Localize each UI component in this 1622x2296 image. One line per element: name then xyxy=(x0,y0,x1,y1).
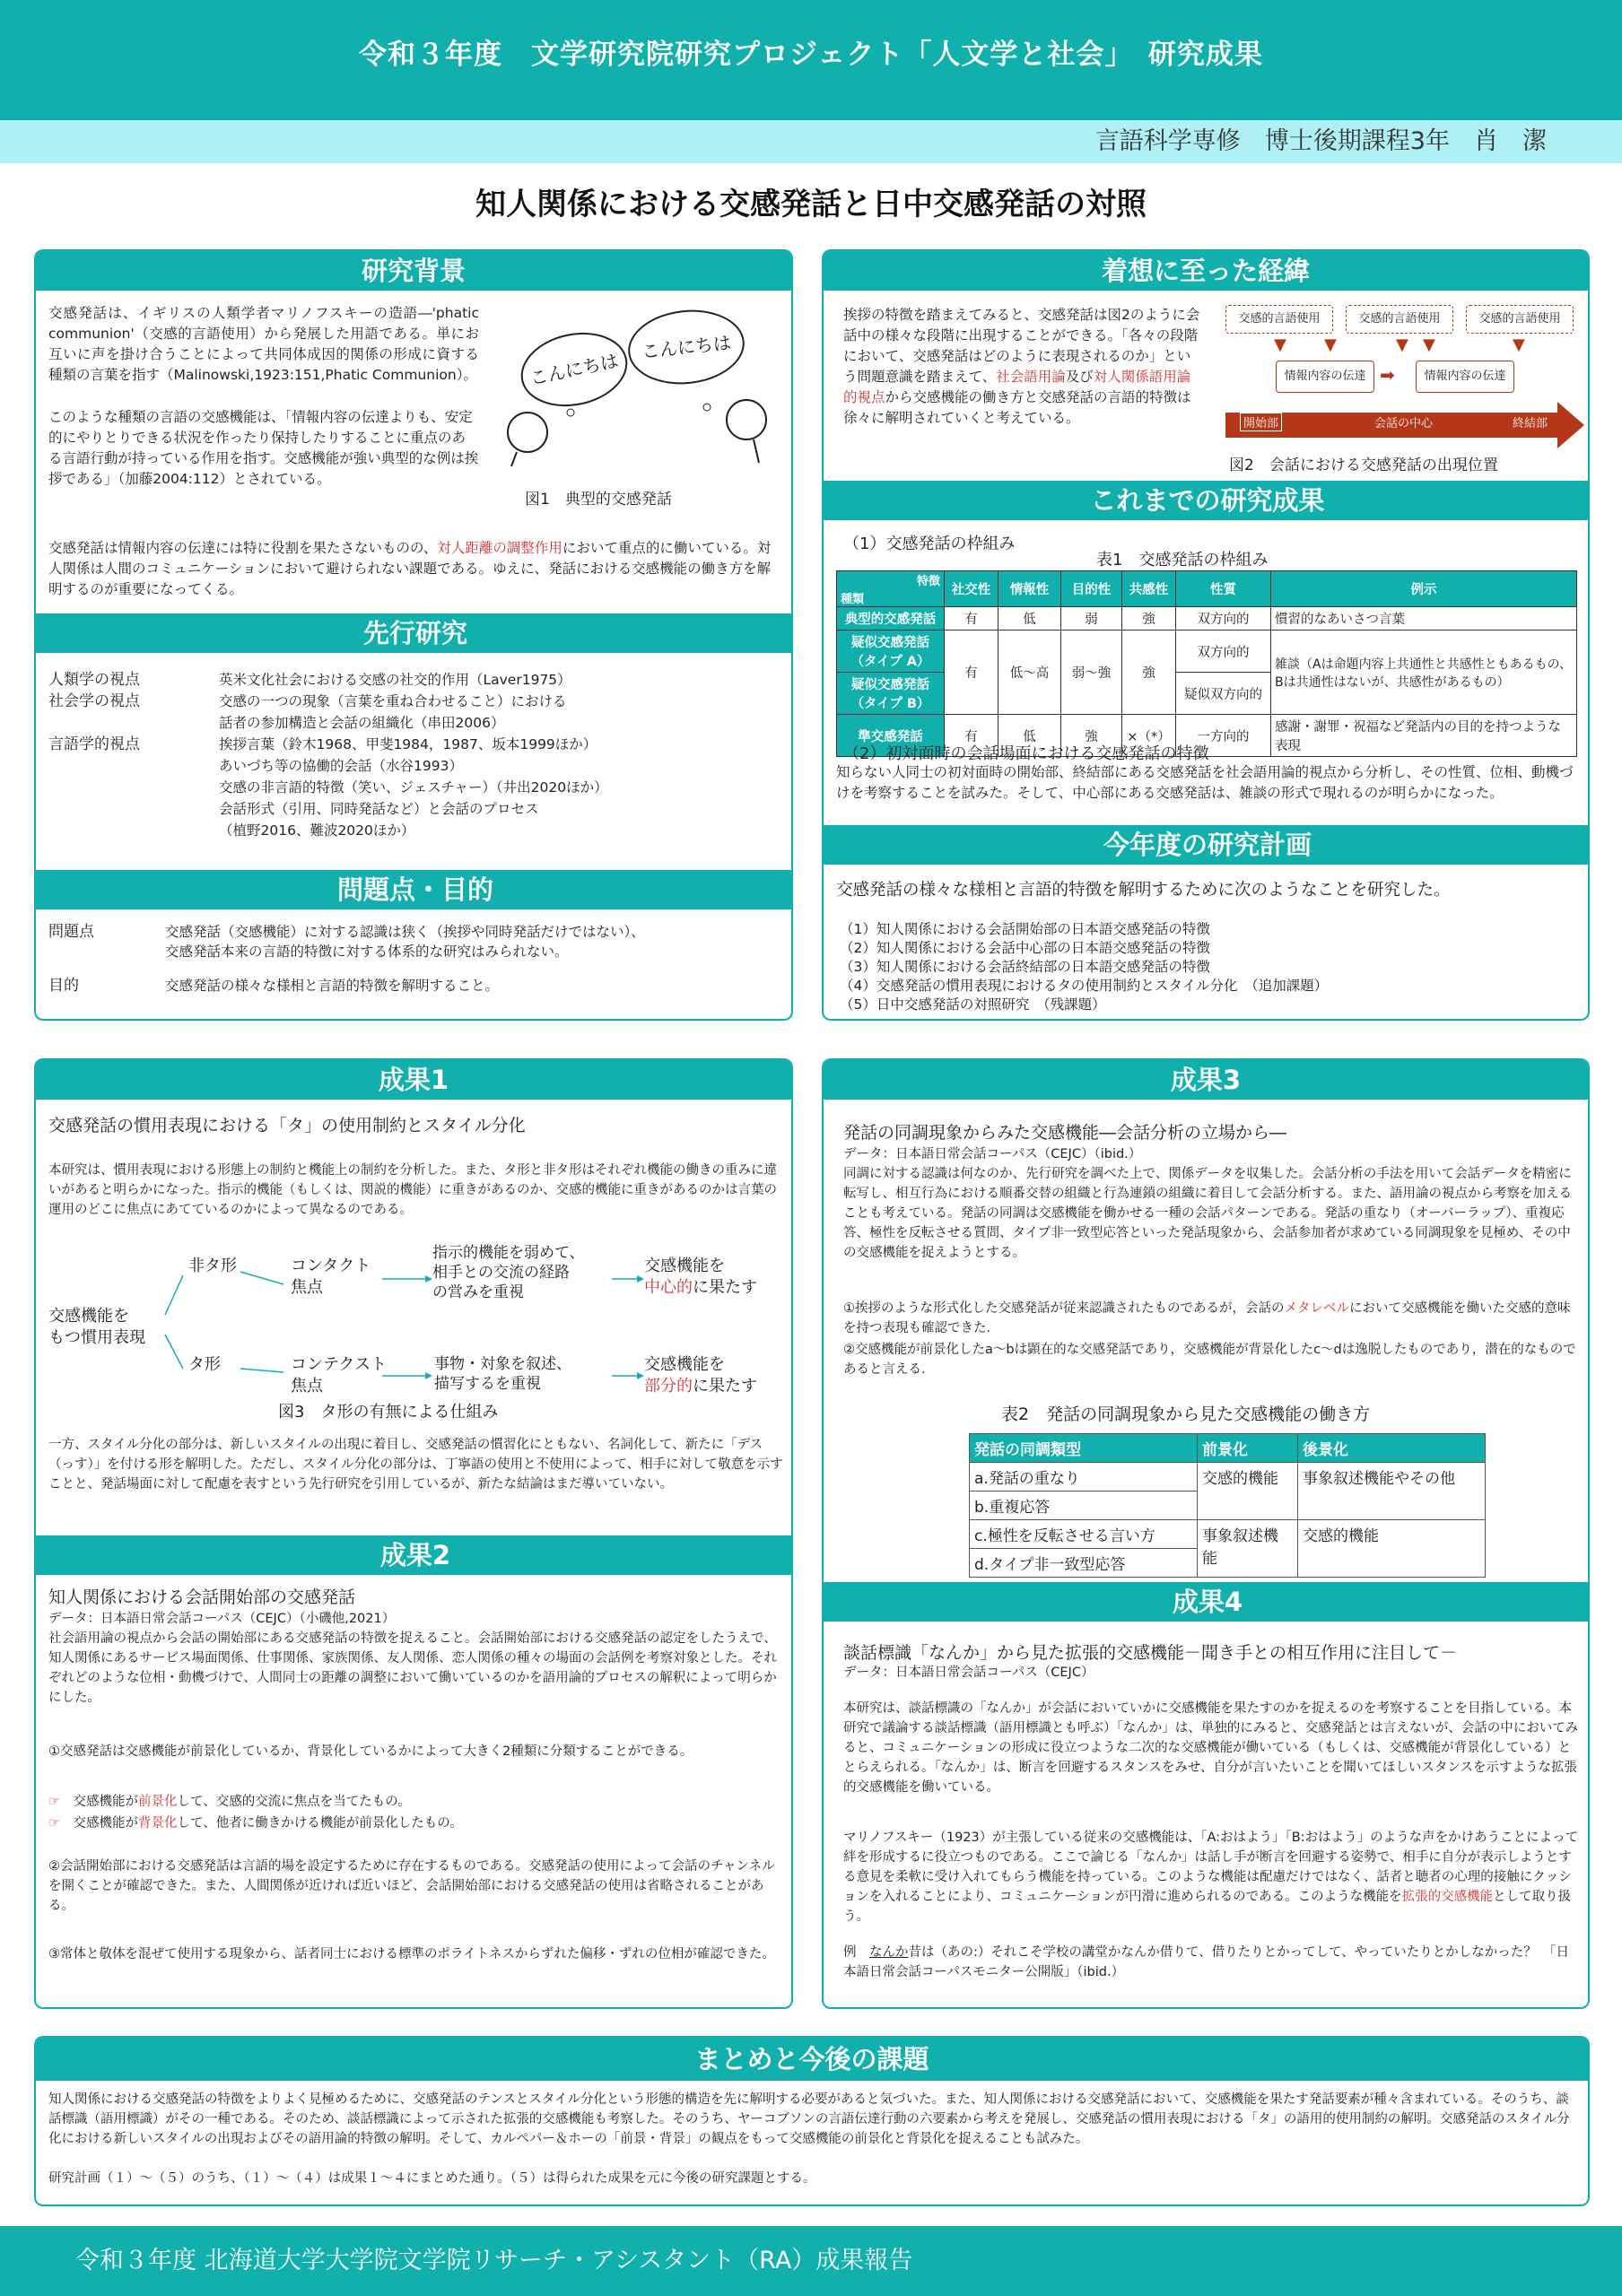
table-1-title: 表1 交感発話の枠組み xyxy=(1096,551,1269,570)
figure-2-caption: 図2 会話における交感発話の出現位置 xyxy=(1229,457,1498,474)
flow-non-ta: 非タ形 xyxy=(188,1257,237,1275)
summary-paragraph-1: 知人関係における交感発話の特徴をよりよく見極めるために、交感発話のテンスとスタイル分化という形態的構造を先に解明する必要があると気づいた。また、知人関係における交感発話において、交感機能を果たす発話要素が種々含まれている。そのうち、談話標識（語用標識）がその一種である。そのため、談話標識によって示された拡張的交感機能も考察した。そのうち、ヤーコブソンの言語伝達行動の六要素から考えを発展し、交感発話の慣用表現における「タ」の語用的使用制約の解明。交感発話のスタイル分化における新しいスタイルの出現およびその語用論的特徴の解明。そして、カルペパー＆ホーの「前景・背景」の観点をもって交感機能の前景化と背景化を捉えることも試みた。 xyxy=(48,2092,1570,2146)
result-2-paragraph-1: 社会語用論の視点から会話の開始部にある交感発話の特徴を捉えること。会話開始部における交感発話の認定をしたうえで、知人関係にあるサービス場面関係、仕事関係、家族関係、友人関係、恋人関係の種々の場面の会話例を考察対象とした。それぞれどのような位相・動機づけで、人間同士の距離の調整において働いているのかを語用論的プロセスの解釈によって明らかにした。 xyxy=(48,1631,777,1705)
result-1-paragraph-1: 本研究は、慣用表現における形態上の制約と機能上の制約を分析した。また、タ形と非タ形はそれぞれ機能の働きの重みに違いがあると明らかになった。指示的機能（もしくは、関説的機能）に重きがあるのか、交感的機能に重きがあるのかは言葉の運用のどこに焦点にあてているのかによって異なるのである。 xyxy=(48,1163,777,1217)
section-title-result-1: 成果1 xyxy=(36,1060,791,1100)
down-arrow-icon: ▼ xyxy=(1513,335,1525,354)
result-2-point-2: ☞ 交感機能が背景化して、他者に働きかける機能が前景化したもの。 xyxy=(48,1816,463,1831)
section-title-result-2: 成果2 xyxy=(36,1535,793,1575)
table-row: 疑似交感発話（タイプ B） 疑似双方向的 xyxy=(837,673,1577,715)
panel-summary xyxy=(34,2036,1590,2206)
prior-row: （植野2016、難波2020ほか） xyxy=(219,822,415,839)
flow-detail-2: 事物・対象を叙述、 描写するを重視 xyxy=(434,1355,571,1393)
author-line: 言語科学専修 博士後期課程3年 肖 潔 xyxy=(0,120,1622,163)
flow-outcome-2: 交感機能を 部分的に果たす xyxy=(644,1355,757,1396)
result-4-paragraph-2: マリノフスキー（1923）が主張している従来の交感機能は、「A:おはよう」「B:おはよう」のような声をかけあうことによって絆を形成するに役立つものである。ここで論じる「なんか」は話し手が断言を回避する姿勢で、相手に自分が表示しようとする意見を柔軟に受け入れてもらう機能を持っている。このような機能は配慮だけではなく、話者と聴者の心理的接触にクッションを入れることにより、コミュニケーションが円滑に進められるのである。このような機能を拡張的交感機能として取り扱う。 xyxy=(843,1831,1579,1924)
result-4-example: 例 なんか昔は（あの:）それこそ学校の講堂かなんか借りて、借りたりとかってして、やっていたりとかしなかった？ 「日本語日常会話コーパスモニター公開版」（ibid.） xyxy=(843,1945,1570,1979)
purpose-row: 目的 交感発話の様々な様相と言語的特徴を解明すること。 xyxy=(48,977,500,995)
section-title-background: 研究背景 xyxy=(36,251,791,291)
flow-arrows xyxy=(48,1239,784,1419)
flow-outcome-1: 交感機能を 中心的に果たす xyxy=(644,1257,757,1297)
first-meeting-paragraph: 知らない人同士の初対面時の開始部、終結部にある交感発話を社会語用論的視点から分析し、その性質、位相、動機づけを考察することを試みた。そして、中心部にある交感発話は、雑談の形式で現れるのが明らかになった。 xyxy=(836,764,1574,801)
result-1-paragraph-2: 一方、スタイル分化の部分は、新しいスタイルの出現に着目し、交感発話の慣習化にともない、名詞化して、新たに「デス（っす）」を付ける形を解明した。ただし、スタイル分化の部分は、丁寧語の使用と不使用によって、相手に対して敬意を示すことと、発話場面に対して配慮を表すという先行研究を引用しているが、新たな結論はまだ導いていない。 xyxy=(48,1438,783,1492)
summary-paragraph-2: 研究計画（１）〜（５）のうち、（１）〜（４）は成果１〜４にまとめた通り。（５）は得られた成果を元に今後の研究課題とする。 xyxy=(48,2171,816,2186)
bg-p3-highlight: 対人距離の調整作用 xyxy=(437,540,562,556)
prior-row: 社会学の視点 交感の一つの現象（言葉を重ね合わせること）における xyxy=(48,692,567,710)
result-2-subtitle: 知人関係における会話開始部の交感発話 xyxy=(48,1587,356,1607)
section-title-result-3: 成果3 xyxy=(824,1060,1588,1100)
framework-table xyxy=(836,570,1577,757)
table-header-row: 特徴 種類 社交性 情報性 目的性 共感性 性質 例示 xyxy=(837,571,1577,607)
phatic-box-1: 交感的言語使用 xyxy=(1225,305,1333,334)
panel-background xyxy=(34,249,793,1021)
first-meeting-subtitle: （2）初対面時の会話場面における交感発話の特徴 xyxy=(843,744,1209,763)
table-header-row: 発話の同調類型 前景化 後景化 xyxy=(970,1434,1486,1463)
prior-row: あいづち等の協働的会話（水谷1993） xyxy=(219,758,463,774)
prior-row: 会話形式（引用、同時発話など）と会話のプロセス xyxy=(219,801,539,817)
down-arrow-icon: ▼ xyxy=(1274,335,1286,354)
table-row: 疑似交感発話（タイプ A） 有 低〜高 弱〜強 強 双方向的 雑談（Aは命題内容上共通性と共感性ともあるもの、Bは共通性はないが、共感性があるもの） xyxy=(837,631,1577,673)
flow-contact-focus: コンタクト 焦点 xyxy=(291,1257,371,1297)
result-2-paragraph-2: ①交感発話は交感機能が前景化しているか、背景化しているかによって大きく2種類に分類することができる。 xyxy=(48,1744,693,1759)
plan-item: （4）交感発話の慣用表現におけるタの使用制約とスタイル分化 （追加課題） xyxy=(840,978,1329,994)
plan-list xyxy=(840,920,1328,1014)
main-title: 知人関係における交感発話と日中交感発話の対照 xyxy=(475,187,1147,222)
result-2-point-1: ☞ 交感機能が前景化して、交感的交流に焦点を当てたもの。 xyxy=(48,1795,411,1809)
result-3-paragraph-1: 同調に対する認識は何なのか、先行研究を調べた上で、関係データを収集した。会話分析の手法を用いて会話データを精密に転写し、相互行為における順番交替の組織と行為連鎖の組織に着目して会話分析する。また、語用論の視点から考察を加えることも考えている。発話の同調は交感機能を働かせる一種の会話パターンである。発話の重なり（オーバーラップ）、重複応答、極性を反転させる質問、タイプ非一致型応答といった発話現象から、会話参加者が求めている同調現象を見極め、その中の交感機能を捉えようとする。 xyxy=(843,1167,1572,1260)
bg-paragraph-1: 交感発話は、イギリスの人類学者マリノフスキーの造語―'phatic communion'（交感的言語使用）から発展した用語である。単にお互いに声を掛け合うことによって共同体成因的関係の形成に資する種類の言葉を指す（Malinowski,1923:151,Phatic Communion）。 xyxy=(48,305,479,383)
figure-2 xyxy=(1225,305,1584,466)
prior-row: 交感の非言語的特徴（笑い、ジェスチャー）（井出2020ほか） xyxy=(219,779,608,796)
timeline-start: 開始部 xyxy=(1240,413,1282,431)
table-row: a.発話の重なり 交感的機能 事象叙述機能やその他 xyxy=(970,1463,1486,1492)
down-arrow-icon: ▼ xyxy=(1396,335,1408,354)
info-box-1: 情報内容の伝達 xyxy=(1276,361,1374,393)
down-arrow-icon: ▼ xyxy=(1324,335,1337,354)
table-corner: 特徴 種類 xyxy=(837,571,945,607)
timeline-end: 終結部 xyxy=(1513,417,1548,430)
result-3-subtitle: 発話の同調現象からみた交感機能―会話分析の立場から― xyxy=(843,1123,1287,1143)
plan-item: （1）知人関係における会話開始部の日本語交感発話の特徴 xyxy=(840,921,1210,937)
panel-result-1 xyxy=(34,1058,793,2009)
bg-p3-b: において重点的に働いている。対人関係は人間のコミュニケーションにおいて避けられない課題である。ゆえに、発話における交感機能の働き方を解明するのが重要になってくる。 xyxy=(48,540,772,597)
plan-item: （2）知人関係における会話中心部の日本語交感発話の特徴 xyxy=(840,940,1210,956)
speech-bubble-1: こんにちは xyxy=(514,323,634,415)
section-title-prior-research: 先行研究 xyxy=(36,613,793,653)
flow-root: 交感機能を もつ慣用表現 xyxy=(48,1307,145,1347)
prior-row: 話者の参加構造と会話の組織化（串田2006） xyxy=(219,715,505,731)
panel-idea xyxy=(822,249,1590,1021)
result-3-paragraph-2: ①挨拶のような形式化した交感発話が従来認識されたものであるが，会話のメタレベルにおいて交感機能を働いた交感的意味を持つ表現も確認できた． xyxy=(843,1301,1571,1335)
framework-subtitle: （1）交感発話の枠組み xyxy=(843,535,1016,553)
section-title-idea: 着想に至った経緯 xyxy=(824,251,1588,291)
flow-context-focus: コンテクスト 焦点 xyxy=(291,1355,388,1396)
header-title: 令和３年度 文学研究院研究プロジェクト「人文学と社会」 研究成果 xyxy=(0,0,1622,120)
bg-paragraph-3 xyxy=(48,538,780,600)
pointing-hand-icon: ☞ xyxy=(48,1816,60,1831)
section-title-summary: まとめと今後の課題 xyxy=(36,2038,1588,2081)
flow-ta: タ形 xyxy=(188,1355,221,1374)
plan-item: （3）知人関係における会話終結部の日本語交感発話の特徴 xyxy=(840,959,1210,975)
flow-detail-1: 指示的機能を弱めて、 相手との交流の経路 の営みを重視 xyxy=(432,1244,585,1301)
result-4-paragraph-1: 本研究は、談話標識の「なんか」が会話においていかに交感機能を果たすのかを捉えるのを考察することを目指している。本研究で議論する談話標識（語用標識とも呼ぶ）「なんか」は、単独的にみると、交感発話とは言えないが、会話の中においてみると、コミュニケーションの形成に役立つような二次的な交感機能が働いている（もしくは、交感機能が背景化している）ととらえられる。「なんか」は、断言を回避するスタンスをみせ、自分が言いたいことを聞いてほしいスタンスを示すような拡張的交感機能を働いている。 xyxy=(843,1701,1579,1795)
result-1-subtitle: 交感発話の慣用表現における「タ」の使用制約とスタイル分化 xyxy=(48,1116,526,1135)
result-4-subtitle: 談話標識「なんか」から見た拡張的交感機能－聞き手との相互作用に注目して－ xyxy=(843,1643,1458,1663)
result-2-paragraph-4: ③常体と敬体を混ぜて使用する現象から、話者同士における標準のポライトネスからずれた偏移・ずれの位相が確認できた。 xyxy=(48,1947,775,1961)
prior-research-list xyxy=(48,669,784,841)
down-arrow-icon: ▼ xyxy=(1423,335,1435,354)
result-2-paragraph-3: ②会話開始部における交感発話は言語的場を設定するために存在するものである。交感発話の使用によって会話のチャンネルを開くことが確認できた。また、人間関係が近ければ近いほど、会話開始部における交感発話の使用は省略されることがある。 xyxy=(48,1859,775,1913)
problem-row-cont: 交感発話本来の言語的特徴に対する体系的な研究はみられない。 xyxy=(165,944,569,960)
sync-table xyxy=(969,1433,1486,1578)
timeline-center: 会話の中心 xyxy=(1374,417,1434,430)
table-2-title: 表2 発話の同調現象から見た交感機能の働き方 xyxy=(1001,1405,1371,1424)
plan-intro: 交感発話の様々な様相と言語的特徴を解明するために次のようなことを研究した。 xyxy=(836,881,1451,900)
figure-3-caption: 図3 タ形の有無による仕組み xyxy=(278,1403,499,1422)
bg-paragraph-2: このような種類の言語の交感機能は、「情報内容の伝達よりも、安定的にやりとりできる状況を作ったり保持したりすることに重点のある言語行動が持っている作用を指す。交感機能が強い典型的な例は挨拶である」（加藤2004:112）とされている。 xyxy=(48,409,479,487)
info-box-2: 情報内容の伝達 xyxy=(1416,361,1514,393)
section-title-problem: 問題点・目的 xyxy=(36,870,793,909)
table-row: d.タイプ非一致型応答 xyxy=(970,1549,1486,1578)
phatic-box-3: 交感的言語使用 xyxy=(1466,305,1574,334)
table-row: 準交感発話 有 低 強 ×（*） 一方向的 感謝・謝罪・祝福など発話内の目的を持つような表現 xyxy=(837,715,1577,757)
table-row: b.重複応答 xyxy=(970,1492,1486,1520)
idea-paragraph: 挨拶の特徴を踏まえてみると、交感発話は図2のように会話中の様々な段階に出現することができる。「各々の段階において、交感発話はどのように表現されるのか」という問題意識を踏まえて、社会語用論及び対人関係語用論的視点から交感機能の働き方と交感発話の言語的特徴は徐々に解明されていくと考えている。 xyxy=(843,307,1200,426)
result-2-data: データ：日本語日常会話コーパス（CEJC）（小磯他,2021） xyxy=(48,1612,396,1626)
section-title-plan: 今年度の研究計画 xyxy=(824,825,1590,865)
figure-3 xyxy=(48,1239,784,1419)
figure-1-caption: 図1 典型的交感発話 xyxy=(525,491,672,509)
right-arrow-icon: ➡ xyxy=(1380,364,1395,386)
section-title-result-4: 成果4 xyxy=(824,1582,1590,1622)
result-3-data: データ：日本語日常会話コーパス（CEJC）（ibid.） xyxy=(843,1147,1142,1161)
problem-row: 問題点 交感発話（交感機能）に対する認識は狭く（挨拶や同時発話だけではない）、 xyxy=(48,923,645,941)
table-row: 典型的交感発話 有 低 弱 強 双方向的 慣習的なあいさつ言葉 xyxy=(837,607,1577,631)
footer: 令和３年度 北海道大学大学院文学院リサーチ・アシスタント（RA）成果報告 xyxy=(0,2226,1622,2296)
result-4-data: データ：日本語日常会話コーパス（CEJC） xyxy=(843,1665,1094,1680)
prior-row: 言語学的視点 挨拶言葉（鈴木1968、甲斐1984，1987、坂本1999ほか） xyxy=(48,735,597,753)
result-3-paragraph-3: ②交感機能が前景化したa〜bは顕在的な交感発話であり，交感機能が背景化したc〜dは逸脱したものであり，潜在的なものであると言える． xyxy=(843,1343,1576,1377)
prior-row: 人類学の視点 英米文化社会における交感の社交的作用（Laver1975） xyxy=(48,671,571,689)
bg-p3-a: 交感発話は情報内容の伝達には特に役割を果たさないものの、 xyxy=(48,540,438,556)
section-title-previous-results: これまでの研究成果 xyxy=(824,481,1590,520)
pointing-hand-icon: ☞ xyxy=(48,1795,60,1809)
two-people-illustration xyxy=(484,377,780,475)
phatic-box-2: 交感的言語使用 xyxy=(1346,305,1453,334)
problem-list xyxy=(48,922,784,996)
speech-bubble-2: こんにちは xyxy=(624,304,748,389)
plan-item: （5）日中交感発話の対照研究 （残課題） xyxy=(840,996,1106,1013)
table-row: c.極性を反転させる言い方 事象叙述機能 交感的機能 xyxy=(970,1520,1486,1549)
panel-result-3 xyxy=(822,1058,1590,2009)
